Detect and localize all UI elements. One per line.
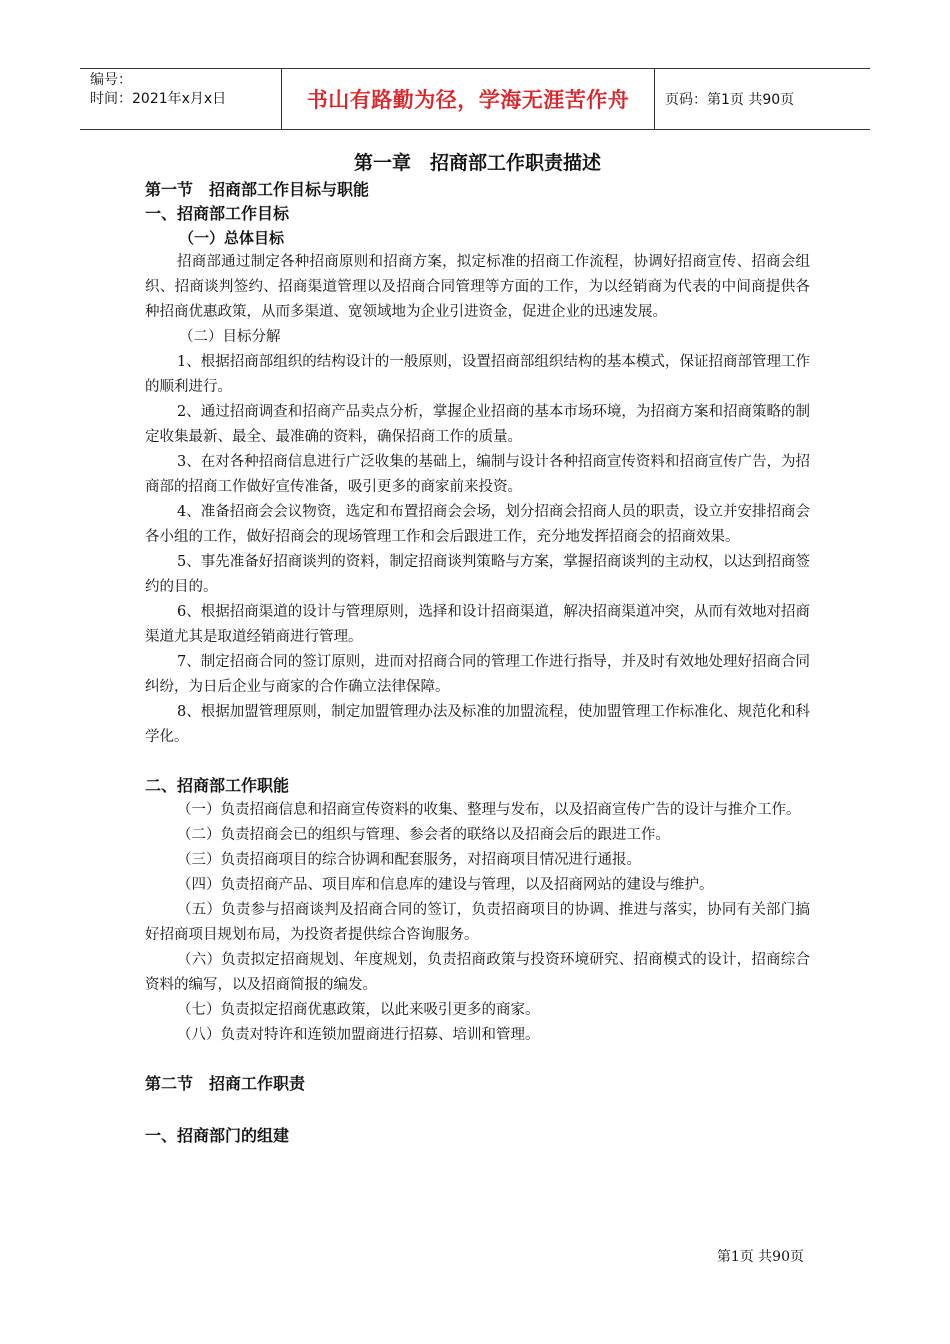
duty-item-4: （四）负责招商产品、项目库和信息库的建设与管理，以及招商网站的建设与维护。 [177, 877, 714, 893]
spacer [145, 750, 810, 774]
goal-item-6: 6、根据招商渠道的设计与管理原则，选择和设计招商渠道，解决招商渠道冲突，从而有效地对招商渠道尤其是取道经销商进行管理。 [145, 604, 810, 645]
chapter-title: 第一章 招商部工作职责描述 [353, 152, 601, 174]
header-time-label: 时间：2021年x月x日 [90, 91, 227, 107]
header-number-label: 编号： [90, 72, 132, 88]
duty-item-6: （六）负责拟定招商规划、年度规划，负责招商政策与投资环境研究、招商模式的设计，招商综合资料的编写，以及招商简报的编发。 [145, 952, 810, 993]
goal-item-4: 4、准备招商会会议物资，选定和布置招商会会场，划分招商会招商人员的职责，设立并安排招商会各小组的工作，做好招商会的现场管理工作和会后跟进工作，充分地发挥招商会的招商效果。 [145, 504, 810, 545]
part-1-title: 一、招商部工作目标 [145, 204, 290, 223]
duty-item-5: （五）负责参与招商谈判及招商合同的签订，负责招商项目的协调、推进与落实，协同有关部门搞好招商项目规划布局，为投资者提供综合咨询服务。 [145, 902, 810, 943]
duty-item-3: （三）负责招商项目的综合协调和配套服务，对招商项目情况进行通报。 [177, 852, 641, 868]
header-page-info: 页码：第1页 共90页 [665, 92, 795, 108]
goal-item-1: 1、根据招商部组织的结构设计的一般原则，设置招商部组织结构的基本模式，保证招商部管理工作的顺利进行。 [145, 354, 810, 395]
duty-item-2: （二）负责招商会已的组织与管理、参会者的联络以及招商会后的跟进工作。 [177, 827, 670, 843]
header-motto: 书山有路勤为径，学海无涯苦作舟 [282, 69, 655, 129]
goal-item-2: 2、通过招商调查和招商产品卖点分析，掌握企业招商的基本市场环境，为招商方案和招商策略的制定收集最新、最全、最准确的资料，确保招商工作的质量。 [145, 404, 810, 445]
page-header [80, 68, 870, 130]
section-1-title: 第一节 招商部工作目标与职能 [145, 180, 370, 199]
duty-item-8: （八）负责对特许和连锁加盟商进行招募、培训和管理。 [177, 1027, 540, 1043]
goal-item-8: 8、根据加盟管理原则，制定加盟管理办法及标准的加盟流程，使加盟管理工作标准化、规范化和科学化。 [145, 704, 810, 745]
goal-item-5: 5、事先准备好招商谈判的资料，制定招商谈判策略与方案，掌握招商谈判的主动权，以达到招商签约的目的。 [145, 554, 810, 595]
duty-item-1: （一）负责招商信息和招商宣传资料的收集、整理与发布，以及招商宣传广告的设计与推介工作。 [177, 802, 801, 818]
document-body [145, 148, 810, 1148]
sub-2-title: （二）目标分解 [179, 329, 281, 345]
duty-item-7: （七）负责拟定招商优惠政策，以此来吸引更多的商家。 [177, 1002, 540, 1018]
spacer [145, 1096, 810, 1124]
section-2-title: 第二节 招商工作职责 [145, 1074, 306, 1093]
goal-item-7: 7、制定招商合同的签订原则，进而对招商合同的管理工作进行指导，并及时有效地处理好招商合同纠纷，为日后企业与商家的合作确立法律保障。 [145, 654, 810, 695]
sub-1-title: （一）总体目标 [179, 229, 285, 247]
goal-item-3: 3、在对各种招商信息进行广泛收集的基础上，编制与设计各种招商宣传资料和招商宣传广告，为招商部的招商工作做好宣传准备，吸引更多的商家前来投资。 [145, 454, 810, 495]
header-meta [80, 69, 282, 129]
spacer [145, 1048, 810, 1072]
page-footer: 第1页 共90页 [716, 1249, 804, 1265]
part-2-title: 二、招商部工作职能 [145, 776, 290, 795]
overall-goal-paragraph: 招商部通过制定各种招商原则和招商方案，拟定标准的招商工作流程，协调好招商宣传、招商会组织、招商谈判签约、招商渠道管理以及招商合同管理等方面的工作，为以经销商为代表的中间商提供各种招商优惠政策，从而多渠道、宽领域地为企业引进资金，促进企业的迅速发展。 [145, 254, 810, 320]
section-2-part-1-title: 一、招商部门的组建 [145, 1126, 290, 1145]
